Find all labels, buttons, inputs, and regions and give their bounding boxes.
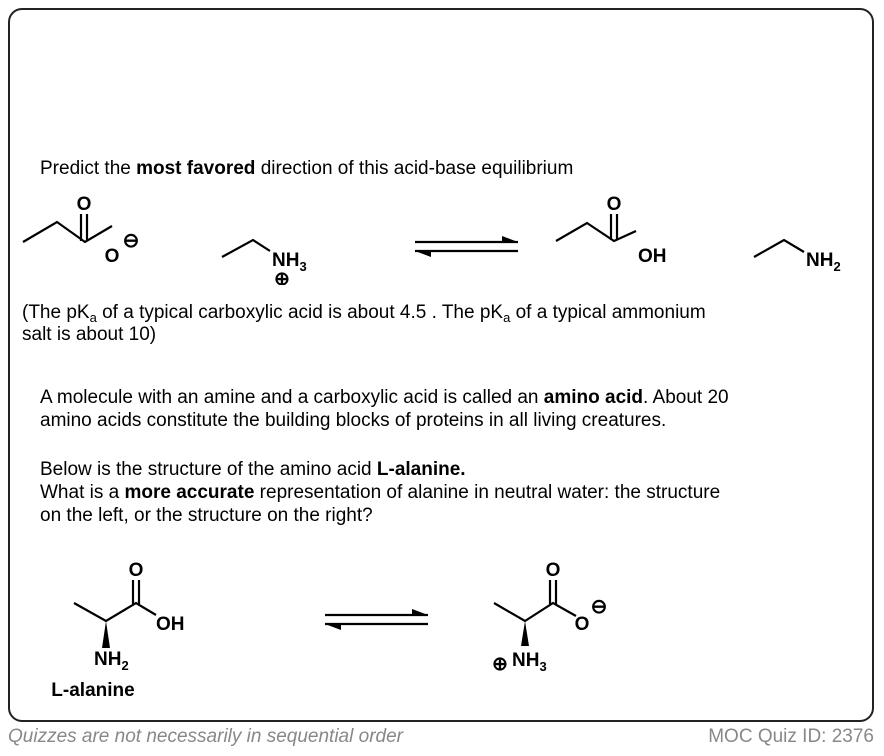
nh3-amine: $NH_3$: [512, 650, 547, 674]
question-text: Predict the most favored direction of this acid-base equilibrium: [40, 158, 574, 179]
quiz-id: MOC Quiz ID: 2376: [708, 726, 874, 747]
atom-o-top-4: O: [545, 560, 561, 581]
atom-o-top-2: O: [606, 194, 622, 215]
atom-o-minus-2: O: [574, 614, 590, 635]
l-alanine-structure: [51, 560, 184, 701]
alanine-line3: on the left, or the structure on the right?: [40, 505, 373, 526]
equilibrium-arrows-1: [415, 236, 518, 257]
ethylamine-structure: [754, 240, 841, 274]
amino-acid-line1: A molecule with an amine and a carboxylic acid is called an amino acid. About 20: [40, 387, 729, 408]
atom-o-top-3: O: [128, 560, 144, 581]
nh3-group: $NH_3$: [272, 250, 307, 274]
negative-charge-icon-2: ⊖: [590, 596, 608, 618]
amino-acid-line2: amino acids constitute the building blocks of proteins in all living creatures.: [40, 410, 667, 431]
pka-note-line1: (The $pK_a$ of a typical carboxylic acid is about 4.5 . The $pK_a$ of a typical ammonium: [22, 302, 706, 325]
positive-charge-icon-2: ⊕: [492, 654, 508, 675]
alanine-line2: What is a more accurate representation of alanine in neutral water: the structure: [40, 482, 721, 503]
wedge-bond-2: [521, 621, 529, 646]
negative-charge-icon: ⊖: [122, 230, 140, 252]
alanine-zwitterion-structure: [492, 560, 607, 675]
atom-o-minus: O: [104, 246, 120, 267]
pka-note-line2: salt is about 10): [22, 324, 157, 345]
wedge-bond: [102, 621, 110, 648]
oh-group: OH: [638, 246, 667, 267]
nh2-group: $NH_2$: [806, 250, 841, 274]
footer-note: Quizzes are not necessarily in sequential order: [8, 726, 403, 747]
propanoic-acid-structure: [556, 194, 667, 267]
equilibrium-2-diagram: [0, 555, 884, 705]
equilibrium-arrows-2: [325, 609, 428, 630]
oh-group-2: OH: [156, 614, 185, 635]
positive-charge-icon: ⊕: [274, 269, 290, 285]
equilibrium-1-diagram: [0, 185, 884, 285]
alanine-line1: Below is the structure of the amino acid L-alanine.: [40, 459, 466, 480]
ethylammonium-structure: [222, 240, 307, 285]
propanoate-structure: [23, 194, 139, 267]
atom-o-top: O: [76, 194, 92, 215]
l-alanine-caption: L-alanine: [51, 680, 135, 701]
nh2-amine: $NH_2$: [94, 649, 129, 673]
